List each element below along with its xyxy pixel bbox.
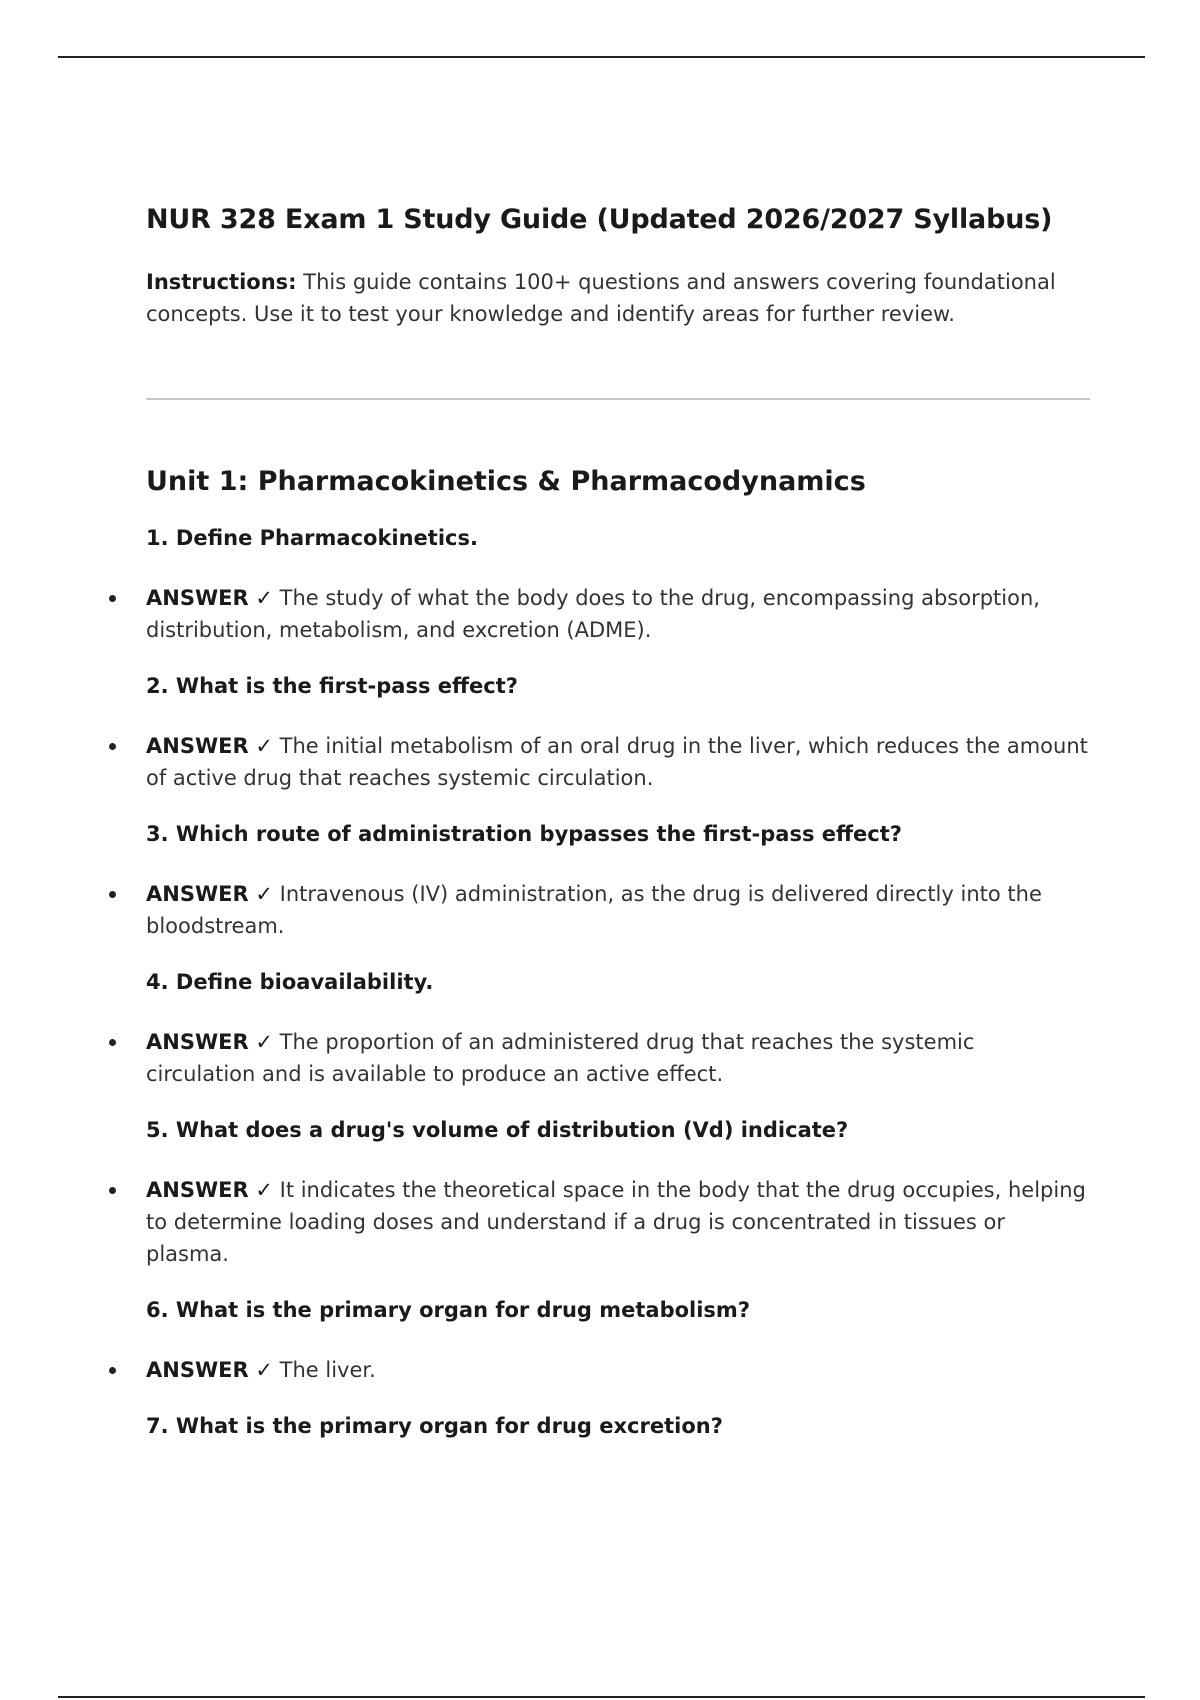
bullet-icon — [109, 891, 116, 898]
answer-label: ANSWER — [146, 882, 249, 906]
question-text: 1. Define Pharmacokinetics. — [146, 526, 478, 550]
instructions-paragraph — [146, 266, 1090, 330]
answer-item — [146, 1354, 1090, 1386]
question-text: 2. What is the first-pass effect? — [146, 674, 518, 698]
answer-text: The study of what the body does to the drug, encompassing absorption, distribution, metabolism, and excretion (ADME). — [146, 586, 1040, 642]
section-divider — [146, 398, 1090, 400]
checkmark-icon: ✓ — [255, 1178, 273, 1202]
answer-item — [146, 1174, 1090, 1270]
qa-list — [146, 522, 1090, 1442]
answer-label: ANSWER — [146, 734, 249, 758]
bullet-icon — [109, 1039, 116, 1046]
question-text: 3. Which route of administration bypasses the first-pass effect? — [146, 822, 902, 846]
answer-text: Intravenous (IV) administration, as the drug is delivered directly into the bloodstream. — [146, 882, 1042, 938]
checkmark-icon: ✓ — [255, 586, 273, 610]
answer-text: It indicates the theoretical space in the body that the drug occupies, helping to determine loading doses and understand if a drug is concentrated in tissues or plasma. — [146, 1178, 1086, 1266]
checkmark-icon: ✓ — [255, 734, 273, 758]
answer-item — [146, 1026, 1090, 1090]
answer-text: The proportion of an administered drug that reaches the systemic circulation and is available to produce an active effect. — [146, 1030, 975, 1086]
answer-label: ANSWER — [146, 1030, 249, 1054]
bullet-icon — [109, 595, 116, 602]
question-text: 7. What is the primary organ for drug excretion? — [146, 1414, 723, 1438]
instructions-label: Instructions: — [146, 270, 297, 294]
bullet-icon — [109, 1367, 116, 1374]
answer-text: The initial metabolism of an oral drug in the liver, which reduces the amount of active drug that reaches systemic circulation. — [146, 734, 1088, 790]
page-top-rule — [58, 56, 1145, 58]
page-bottom-rule — [58, 1696, 1145, 1698]
checkmark-icon: ✓ — [255, 1358, 273, 1382]
document-title: NUR 328 Exam 1 Study Guide (Updated 2026/2027 Syllabus) — [146, 204, 1053, 235]
question-text: 6. What is the primary organ for drug metabolism? — [146, 1298, 750, 1322]
answer-item — [146, 878, 1090, 942]
answer-item — [146, 730, 1090, 794]
question-text: 4. Define bioavailability. — [146, 970, 434, 994]
answer-label: ANSWER — [146, 1178, 249, 1202]
instructions-text: This guide contains 100+ questions and answers covering foundational concepts. Use it to test your knowledge and identify areas for further review. — [146, 270, 1056, 326]
answer-text: The liver. — [279, 1358, 376, 1382]
checkmark-icon: ✓ — [255, 882, 273, 906]
document-body — [146, 202, 1090, 1442]
unit-heading: Unit 1: Pharmacokinetics & Pharmacodynamics — [146, 466, 866, 497]
answer-item — [146, 582, 1090, 646]
answer-label: ANSWER — [146, 1358, 249, 1382]
answer-label: ANSWER — [146, 586, 249, 610]
checkmark-icon: ✓ — [255, 1030, 273, 1054]
question-text: 5. What does a drug's volume of distribution (Vd) indicate? — [146, 1118, 849, 1142]
bullet-icon — [109, 1187, 116, 1194]
bullet-icon — [109, 743, 116, 750]
